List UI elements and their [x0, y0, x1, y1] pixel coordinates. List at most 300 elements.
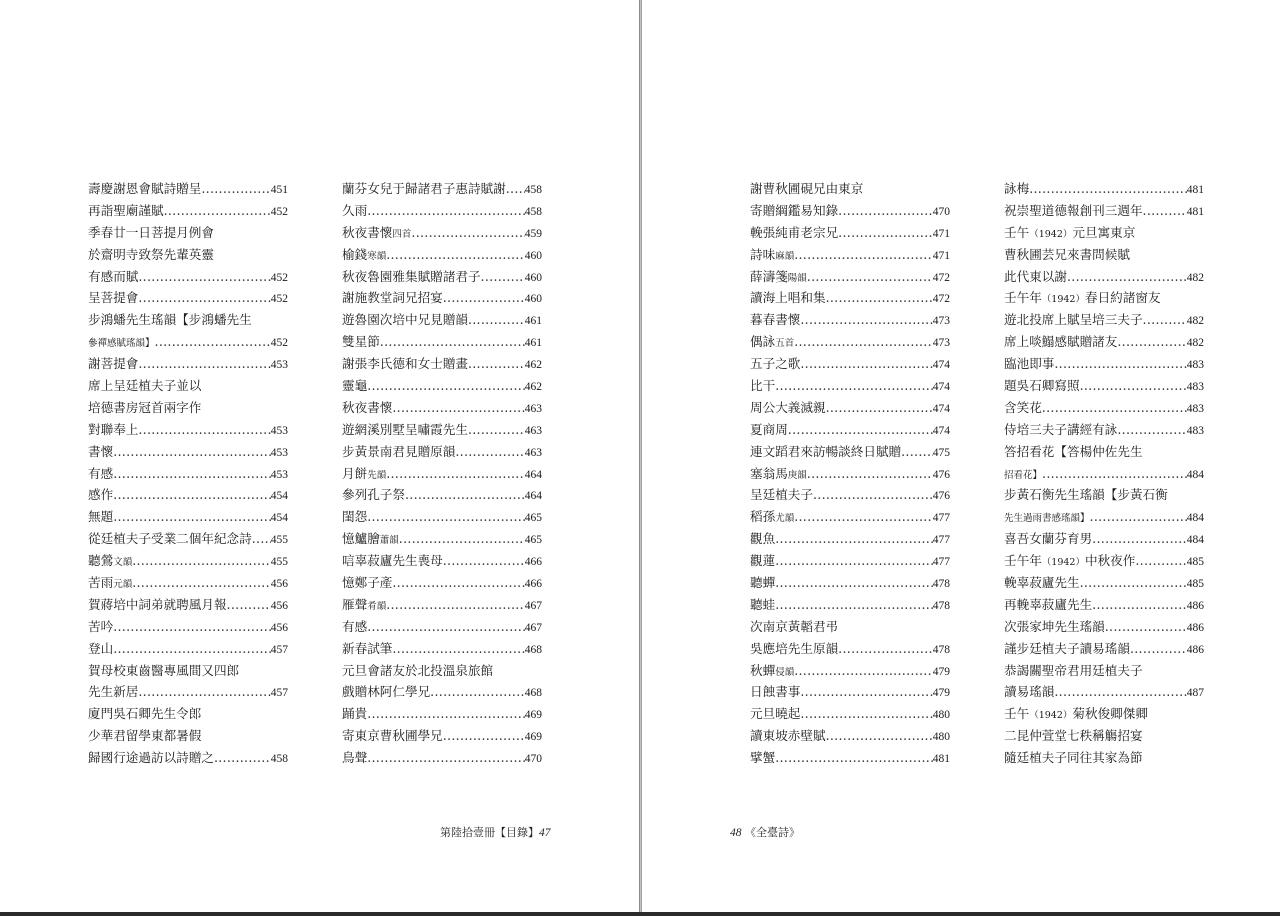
toc-entry-page: 482: [1186, 337, 1204, 350]
toc-entry-title: [88, 638, 113, 660]
toc-entry-page: 473: [932, 315, 950, 328]
toc-entry: [1004, 638, 1204, 660]
toc-entry-title: [88, 572, 132, 594]
toc-entry: [342, 572, 542, 594]
toc-entry-title: [342, 725, 443, 747]
toc-entry: [342, 287, 542, 309]
toc-entry-title: [1004, 484, 1168, 506]
toc-entry: [88, 266, 288, 288]
toc-entry-page: 454: [270, 512, 288, 525]
toc-leader-dots: [775, 594, 933, 616]
toc-entry-title: [750, 441, 901, 463]
toc-leader-dots: [1067, 266, 1187, 288]
toc-entry-page: 454: [270, 490, 288, 503]
toc-leader-dots: [113, 616, 271, 638]
toc-leader-dots: [775, 747, 933, 769]
toc-entry: [750, 747, 950, 769]
toc-entry-text: 賀母校東齒醫專風間又四郎: [88, 662, 240, 678]
toc-entry: [750, 572, 950, 594]
toc-entry-note: （1942）: [1029, 228, 1073, 240]
toc-entry-text-continued: 春日約諸窗友: [1084, 290, 1161, 306]
toc-entry-title: [88, 178, 201, 200]
toc-entry: [1004, 353, 1204, 375]
toc-entry-text: 觀蓮: [750, 553, 776, 569]
toc-entry-page: 486: [1186, 621, 1204, 634]
toc-leader-dots: [807, 266, 933, 288]
toc-entry-text: 席上啖鰨感賦贈諸友: [1004, 334, 1118, 350]
toc-entry-text: 踊貴: [342, 706, 368, 722]
toc-entry-text: 戲贈林阿仁學兄: [342, 684, 431, 700]
toc-entry-text: 憶鱸膾: [342, 531, 380, 547]
toc-entry-title: [1004, 681, 1054, 703]
toc-entry: [342, 266, 542, 288]
toc-entry-text: 讀海上唱和集: [750, 290, 826, 306]
toc-entry: [342, 616, 542, 638]
toc-entry-title: [88, 725, 201, 747]
toc-entry-title: [1004, 222, 1135, 244]
toc-entry: [342, 528, 542, 550]
toc-entry-page: 484: [1186, 468, 1204, 481]
toc-entry-text: 步鴻蟠先生瑤韻【步鴻蟠先生: [88, 312, 252, 328]
toc-leader-dots: [164, 200, 271, 222]
toc-entry: [342, 660, 542, 682]
toc-entry-text: 賀蔣培中詞弟就聘風月報: [88, 596, 227, 612]
toc-leader-dots: [113, 441, 271, 463]
toc-entry: [88, 572, 288, 594]
toc-entry-title: [88, 441, 113, 463]
toc-entry-page: 485: [1186, 578, 1204, 591]
toc-entry-text: 二昆仲萱堂七秩稱觴招宴: [1004, 728, 1143, 744]
toc-entry-text: 感作: [88, 487, 114, 503]
toc-entry-text: 稻孫: [750, 509, 776, 525]
toc-entry-text: 唁辜菽廬先生喪母: [342, 553, 443, 569]
toc-leader-dots: [807, 463, 933, 485]
toc-entry: [750, 353, 950, 375]
toc-entry: [750, 266, 950, 288]
toc-entry-page: 462: [524, 359, 542, 372]
toc-entry-text: 連文蹈君來訪暢談終日賦贈: [750, 443, 902, 459]
toc-entry-page: 478: [932, 599, 950, 612]
toc-entry-title: [88, 353, 138, 375]
left-page-footer: [440, 824, 551, 840]
toc-entry-text: 壽慶謝恩會賦詩贈呈: [88, 181, 202, 196]
toc-entry: [88, 725, 288, 747]
toc-entry: [1004, 331, 1204, 353]
toc-entry-text: 蘭芬女兒于歸諸君子惠詩賦謝: [342, 181, 506, 196]
toc-leader-dots: [1029, 178, 1187, 200]
toc-entry: [88, 419, 288, 441]
toc-entry-text: 培德書房冠首兩字作: [88, 399, 202, 415]
toc-entry-page: 468: [524, 687, 542, 700]
toc-entry-page: 485: [1186, 556, 1204, 569]
toc-entry-title: [342, 550, 443, 572]
toc-entry-text: 寄贈綱鑑易知錄: [750, 202, 839, 218]
toc-leader-dots: [838, 200, 933, 222]
toc-entry-title: [1004, 397, 1042, 419]
toc-leader-dots: [113, 484, 271, 506]
toc-entry: [342, 463, 542, 485]
toc-entry-page: 452: [270, 205, 288, 218]
toc-entry-text: 觀魚: [750, 531, 776, 547]
toc-leader-dots: [794, 331, 933, 353]
toc-entry: [342, 375, 542, 397]
toc-leader-dots: [430, 681, 525, 703]
toc-entry: [342, 484, 542, 506]
toc-leader-dots: [367, 703, 525, 725]
toc-entry-text: 次張家坤先生瑤韻: [1004, 618, 1105, 634]
toc-entry: [750, 484, 950, 506]
toc-entry: [88, 309, 288, 331]
toc-entry: [750, 506, 950, 528]
toc-entry: [1004, 660, 1204, 682]
toc-leader-dots: [201, 178, 270, 200]
toc-entry: [342, 506, 542, 528]
toc-leader-dots: [813, 484, 933, 506]
toc-leader-dots: [392, 638, 524, 660]
toc-leader-dots: [506, 178, 525, 200]
toc-entry-page: 464: [524, 490, 542, 503]
toc-entry-text: 次南京黃韜君弔: [750, 618, 839, 634]
toc-leader-dots: [1042, 463, 1187, 485]
toc-entry-page: 459: [524, 227, 542, 240]
toc-entry-page: 457: [270, 687, 288, 700]
toc-entry-page: 474: [932, 424, 950, 437]
toc-entry-note: （1942）: [1029, 710, 1073, 722]
toc-entry-text: 謹步廷植夫子讀易瑤韻: [1004, 640, 1130, 656]
toc-entry-title: [750, 550, 775, 572]
toc-entry-page: 453: [270, 424, 288, 437]
toc-entry: [342, 309, 542, 331]
toc-entry-text: 輓張純甫老宗兄: [750, 224, 839, 240]
toc-leader-dots: [155, 331, 271, 353]
toc-entry-title: [342, 222, 411, 244]
toc-entry-note: 招看花】: [1004, 469, 1043, 481]
toc-entry-page: 475: [932, 446, 950, 459]
toc-entry-page: 479: [932, 665, 950, 678]
toc-entry-title: [88, 594, 227, 616]
toc-leader-dots: [775, 572, 933, 594]
toc-entry-text: 題吳石卿寫照: [1004, 378, 1080, 394]
toc-column-left-2: [342, 178, 542, 769]
toc-entry-note: 元韻: [113, 579, 133, 591]
toc-entry: [1004, 309, 1204, 331]
toc-entry-text-continued: 中秋夜作: [1084, 553, 1136, 569]
toc-entry-title: [750, 309, 800, 331]
toc-entry: [1004, 572, 1204, 594]
toc-entry-note: 五首: [775, 338, 795, 350]
toc-entry: [88, 244, 288, 266]
toc-entry-title: [342, 747, 367, 769]
toc-entry: [1004, 178, 1204, 200]
toc-entry-page: 483: [1186, 381, 1204, 394]
toc-entry-text: 輓辜菽廬先生: [1004, 575, 1080, 591]
toc-entry: [750, 703, 950, 725]
toc-entry-text: 謝菩提會: [88, 356, 139, 372]
toc-entry-text: 對聯奉上: [88, 421, 139, 437]
toc-entry-title: [1004, 309, 1143, 331]
toc-entry-page: 452: [270, 337, 288, 350]
toc-entry-title: [342, 506, 367, 528]
toc-entry-text: 雙星節: [342, 334, 380, 350]
toc-leader-dots: [411, 222, 524, 244]
toc-entry-text: 吳應培先生原韻: [750, 640, 839, 656]
toc-entry-title: [1004, 747, 1143, 769]
toc-leader-dots: [901, 441, 933, 463]
toc-entry-title: [342, 244, 386, 266]
toc-entry: [1004, 266, 1204, 288]
toc-leader-dots: [367, 616, 525, 638]
toc-entry-text: 秋夜書懷: [342, 399, 393, 415]
toc-entry-title: [1004, 594, 1092, 616]
toc-entry-title: [88, 550, 132, 572]
toc-leader-dots: [113, 506, 271, 528]
toc-entry-page: 460: [524, 249, 542, 262]
toc-entry-text-continued: 菊秋俊卿傑卿: [1072, 706, 1148, 722]
toc-entry-title: [750, 506, 794, 528]
toc-entry-text: 壬午: [1004, 706, 1030, 722]
toc-leader-dots: [380, 331, 525, 353]
toc-leader-dots: [1143, 309, 1187, 331]
toc-leader-dots: [138, 287, 270, 309]
toc-entry-text: 秋蟬: [750, 662, 776, 678]
toc-entry-page: 456: [270, 599, 288, 612]
toc-entry-title: [1004, 441, 1143, 463]
toc-entry-page: 487: [1186, 687, 1204, 700]
toc-entry-title: [750, 528, 775, 550]
toc-entry-text: 謝曹秋圃硯兄由東京: [750, 181, 864, 196]
toc-entry-title: [342, 266, 481, 288]
toc-entry-page: 465: [524, 534, 542, 547]
toc-entry-text: 祝崇聖道德報創刊三週年: [1004, 202, 1143, 218]
toc-entry: [1004, 747, 1204, 769]
toc-entry-page: 453: [270, 468, 288, 481]
toc-leader-dots: [1054, 353, 1186, 375]
toc-leader-dots: [794, 660, 933, 682]
toc-entry-note: 四首: [392, 228, 412, 240]
toc-entry-page: 473: [932, 337, 950, 350]
toc-entry-title: [88, 287, 138, 309]
toc-entry-page: 458: [270, 753, 288, 766]
toc-entry-text: 新春試筆: [342, 640, 393, 656]
toc-entry-title: [342, 594, 386, 616]
toc-leader-dots: [1117, 331, 1186, 353]
toc-leader-dots: [1117, 419, 1186, 441]
toc-leader-dots: [113, 463, 271, 485]
toc-entry: [1004, 681, 1204, 703]
toc-entry-text: 於齋明寺致祭先輩英靈: [88, 246, 214, 262]
toc-entry: [750, 616, 950, 638]
toc-entry-page: 453: [270, 446, 288, 459]
toc-leader-dots: [1092, 528, 1187, 550]
toc-entry-title: [750, 463, 807, 485]
toc-leader-dots: [468, 309, 525, 331]
toc-entry-title: [88, 484, 113, 506]
toc-entry-page: 458: [524, 205, 542, 218]
toc-entry-title: [88, 397, 201, 419]
toc-entry-text: 詠梅: [1004, 181, 1030, 196]
toc-leader-dots: [838, 638, 933, 660]
toc-leader-dots: [367, 200, 525, 222]
toc-entry: [88, 703, 288, 725]
toc-entry-text: 周公大義滅親: [750, 399, 826, 415]
toc-entry-page: 467: [524, 599, 542, 612]
toc-entry: [750, 660, 950, 682]
toc-entry-title: [750, 572, 775, 594]
toc-entry: [1004, 463, 1204, 485]
toc-entry: [342, 725, 542, 747]
toc-entry-note: 寒韻: [367, 250, 387, 262]
toc-entry-text: 聽鶯: [88, 553, 114, 569]
toc-entry-title: [750, 747, 775, 769]
toc-entry-note: 參禪感賦瑤韻】: [88, 338, 155, 350]
toc-leader-dots: [1135, 550, 1186, 572]
toc-entry: [88, 616, 288, 638]
toc-entry: [342, 353, 542, 375]
toc-leader-dots: [800, 681, 932, 703]
toc-entry-title: [750, 200, 838, 222]
toc-entry-title: [342, 375, 367, 397]
left-page-number: 47: [539, 827, 551, 839]
toc-entry-page: 477: [932, 512, 950, 525]
toc-entry: [342, 397, 542, 419]
toc-entry: [1004, 550, 1204, 572]
toc-entry-text: 薛濤箋: [750, 268, 788, 284]
toc-entry-text: 元旦曉起: [750, 706, 801, 722]
toc-leader-dots: [405, 484, 525, 506]
toc-entry: [1004, 594, 1204, 616]
toc-entry: [750, 638, 950, 660]
toc-entry: [750, 725, 950, 747]
toc-entry: [750, 200, 950, 222]
toc-entry: [342, 200, 542, 222]
toc-entry-text: 雁聲: [342, 596, 368, 612]
toc-entry-page: 474: [932, 402, 950, 415]
toc-entry-title: [1004, 550, 1135, 572]
toc-leader-dots: [392, 397, 524, 419]
toc-entry: [750, 550, 950, 572]
toc-entry: [88, 463, 288, 485]
toc-entry-text: 曹秋圃芸兄來書問候賦: [1004, 246, 1130, 262]
toc-entry-page: 478: [932, 578, 950, 591]
toc-entry-title: [1004, 266, 1067, 288]
toc-entry-text: 有感: [88, 465, 114, 481]
toc-entry-page: 466: [524, 578, 542, 591]
toc-entry: [342, 703, 542, 725]
toc-entry: [88, 484, 288, 506]
toc-entry-text: 從廷植夫子受業二個年紀念詩: [88, 531, 252, 547]
toc-entry-title: [342, 397, 392, 419]
toc-entry-title: [88, 660, 239, 682]
toc-leader-dots: [1092, 594, 1187, 616]
toc-entry: [750, 244, 950, 266]
toc-entry: [88, 331, 288, 353]
toc-entry: [88, 200, 288, 222]
toc-entry: [750, 463, 950, 485]
toc-column-right-2: [1004, 178, 1204, 769]
toc-entry-title: [750, 703, 800, 725]
toc-entry: [750, 441, 950, 463]
toc-entry-page: 465: [524, 512, 542, 525]
toc-entry-page: 470: [524, 753, 542, 766]
toc-entry-title: [88, 616, 113, 638]
toc-leader-dots: [800, 353, 932, 375]
toc-entry: [342, 681, 542, 703]
toc-entry-text: 苦雨: [88, 575, 114, 591]
toc-leader-dots: [1130, 638, 1187, 660]
toc-entry-title: [750, 660, 794, 682]
toc-entry-page: 456: [270, 621, 288, 634]
toc-entry-text: 步黃石衡先生瑤韻【步黃石衡: [1004, 487, 1168, 503]
toc-entry-page: 457: [270, 643, 288, 656]
toc-entry: [1004, 397, 1204, 419]
toc-entry-title: [342, 419, 468, 441]
toc-entry-text: 書懷: [88, 443, 114, 459]
toc-entry: [1004, 506, 1204, 528]
toc-entry-page: 481: [932, 753, 950, 766]
toc-entry-title: [750, 681, 800, 703]
toc-entry-text: 少華君留學東都暑假: [88, 728, 202, 744]
toc-entry-text: 聽蟬: [750, 575, 776, 591]
left-page: [0, 0, 639, 912]
toc-entry-page: 477: [932, 556, 950, 569]
toc-leader-dots: [132, 572, 271, 594]
toc-entry-text: 月餅: [342, 465, 368, 481]
toc-entry-text: 無題: [88, 509, 114, 525]
toc-leader-dots: [443, 725, 525, 747]
toc-entry-page: 479: [932, 687, 950, 700]
toc-entry: [88, 594, 288, 616]
toc-entry-text: 喜吾女蘭芬育男: [1004, 531, 1093, 547]
toc-entry-page: 472: [932, 271, 950, 284]
toc-entry: [88, 528, 288, 550]
toc-entry-title: [342, 681, 430, 703]
toc-entry-title: [342, 287, 443, 309]
toc-entry-page: 477: [932, 534, 950, 547]
toc-leader-dots: [455, 441, 524, 463]
toc-entry: [342, 419, 542, 441]
toc-entry-title: [1004, 463, 1042, 485]
toc-entry-page: 470: [932, 205, 950, 218]
toc-leader-dots: [386, 594, 525, 616]
toc-entry-title: [1004, 506, 1090, 528]
toc-entry-text: 夏商周: [750, 421, 788, 437]
toc-leader-dots: [392, 572, 524, 594]
toc-leader-dots: [138, 681, 270, 703]
toc-leader-dots: [794, 506, 933, 528]
toc-entry-text: 隨廷植夫子同往其家為節: [1004, 750, 1143, 766]
toc-entry: [1004, 616, 1204, 638]
toc-entry-note: 尤韻: [775, 513, 795, 525]
toc-entry-page: 460: [524, 271, 542, 284]
toc-entry-page: 472: [932, 293, 950, 306]
toc-entry-page: 483: [1186, 424, 1204, 437]
toc-entry: [750, 594, 950, 616]
toc-entry-page: 483: [1186, 402, 1204, 415]
toc-entry-page: 484: [1186, 534, 1204, 547]
toc-entry-text: 遊魯園次培中兄見贈韻: [342, 312, 468, 328]
toc-entry-title: [750, 594, 775, 616]
toc-entry-page: 482: [1186, 271, 1204, 284]
toc-entry: [342, 331, 542, 353]
toc-entry: [1004, 419, 1204, 441]
toc-leader-dots: [468, 353, 525, 375]
toc-entry-title: [1004, 200, 1143, 222]
toc-entry-title: [88, 331, 155, 353]
toc-entry: [88, 747, 288, 769]
toc-entry-text: 有感而賦: [88, 268, 139, 284]
toc-entry-title: [1004, 528, 1092, 550]
toc-leader-dots: [252, 528, 271, 550]
